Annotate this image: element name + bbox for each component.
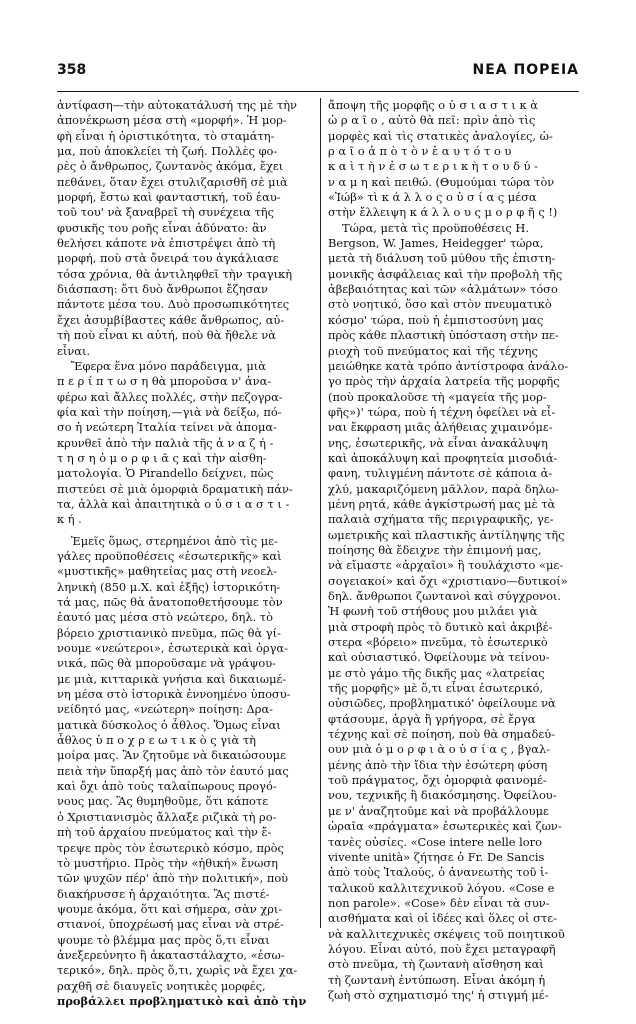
- text-line: μορφή, ἔστω καὶ φανταστική, τοῦ ἑαυ-: [57, 190, 281, 205]
- text-line: πειὰ τὴν ὕπαρξή μας ἀπὸ τὸν ἑαυτό μας: [57, 763, 289, 778]
- text-line: πὴ τοῦ ἀρχαίου πνεύματος καὶ τὴν ἔ-: [57, 825, 272, 840]
- text-line: τὴ ζωντανὴ ἐντύπωση. Εἶναι ἀκόμη ἡ: [328, 972, 546, 987]
- text-line: νους μας. Ἂς θυμηθοῦμε, ὅτι κάποτε: [57, 794, 269, 809]
- text-line: νὰ καλλιτεχνικὲς σκέψεις τοῦ ποιητικοῦ: [328, 926, 565, 941]
- text-line: π ε ρ ί π τ ω σ η θὰ μποροῦσα ν' ἀνα-: [57, 374, 272, 389]
- text-line: Ἐμεῖς ὅμως, στερημένοι ἀπὸ τὶς με-: [71, 533, 278, 548]
- text-line: παλαιὰ σχήματα τῆς περιγραφικῆς, γε-: [328, 512, 554, 527]
- text-line: τερικό», δηλ. πρὸς ὅ,τι, χωρὶς νὰ ἔχει χα-: [57, 963, 298, 978]
- text-line: ἑαυτό μας μέσα στὸ νεώτερο, δηλ. τὸ: [57, 610, 273, 625]
- text-line: ρ α ῖ ο ἀ π ὸ τ ὸ ν ἑ α υ τ ό τ ο υ: [328, 144, 512, 159]
- text-line: λόγου. Εἶναι αὐτό, ποὺ ἔχει μεταγραφῆ: [328, 941, 556, 956]
- text-line: φτάσουμε, ἀργὰ ἢ γρήγορα, σὲ ἔργα: [328, 711, 536, 726]
- text-line: δηλ. ἄνθρωποι ζωντανοὶ καὶ σύγχρονοι.: [328, 589, 562, 603]
- text-line: εἶναι.: [57, 343, 91, 358]
- text-line: νὰ εἴμαστε «ἀρχαῖοι» ἢ τουλάχιστο «με-: [328, 558, 564, 573]
- text-line: με ν' ἀναζητοῦμε καὶ νὰ προβάλλουμε: [328, 803, 549, 818]
- text-line: διακήρυσσε ἡ ἀρχαιότητα. Ἂς πιστέ-: [57, 886, 270, 901]
- text-line: ν α μ η καὶ πειθώ. (Θυμούμαι τώρα τὸν: [328, 174, 555, 189]
- text-line: ψουμε ἀκόμα, ὅτι καὶ σήμερα, σὰν χρι-: [57, 901, 283, 916]
- text-line: στὸ πνεῦμα, τὴ ζωντανὴ αἴσθηση καὶ: [328, 957, 544, 972]
- text-line: ὡραῖα «πράγματα» ἐσωτερικὲς καὶ ζων-: [328, 819, 562, 834]
- text-line: φία καὶ τὴν ποίηση,—γιὰ νὰ δείξω, πό-: [57, 404, 282, 419]
- text-line: ληνικὴ (850 μ.Χ. καὶ ἑξῆς) ἱστορικότη-: [57, 579, 281, 594]
- text-line: καὶ οὐσιαστικό. Ὀφείλουμε νὰ τείνου-: [328, 650, 550, 665]
- text-line: ἄποψη τῆς μορφῆς ο ὐ σ ι α σ τ ι κ ὰ: [328, 98, 538, 112]
- text-line: νου, τεχνικῆς ἢ διακόσμησης. Ὀφείλου-: [328, 788, 557, 803]
- text-line: μονικῆς ἀσφάλειας καὶ τὴν προβολὴ τῆς: [328, 266, 563, 281]
- text-line: πρὸς κάθε πλαστικὴ ὑπόσταση στὴν πε-: [328, 328, 559, 343]
- text-line: νικά, πῶς θὰ μποροῦσαμε νὰ γράψου-: [57, 656, 277, 671]
- text-line: ἀνεξερεύνητο ἢ ἀκαταστάλαχτο, «ἐσω-: [57, 947, 285, 962]
- text-line: τοῦ πράγματος, ὄχι ὁμορφιὰ φαινομέ-: [328, 773, 547, 788]
- text-line: ἀντίφαση—τὴν αὐτοκατάλυσή της μὲ τὴν: [57, 98, 297, 112]
- text-line: τὴ ποὺ εἶναι κι αὐτή, ποὺ θὰ ἤθελε νὰ: [57, 328, 276, 343]
- text-line: στερα «βόρειο» πνεῦμα, τὸ ἐσωτερικὸ: [328, 635, 548, 650]
- page-header: [57, 62, 579, 82]
- text-line: ριοχὴ τοῦ πνεύματος καὶ τῆς τέχνης: [328, 343, 538, 358]
- text-line: φανη, τυλιγμένη πάντοτε σὲ κάποια ἀ-: [328, 466, 553, 481]
- right-column: [328, 98, 586, 1003]
- text-line: μετὰ τὴ διάλυση τοῦ μύθου τῆς ἐπιστη-: [328, 251, 556, 266]
- text-line: μιὰ στροφὴ πρὸς τὸ δυτικὸ καὶ ἀκριβέ-: [328, 619, 553, 634]
- text-line: φέρω καὶ ἄλλες πολλές, στὴν πεζογρα-: [57, 389, 283, 404]
- text-line: «μυστικῆς» μαθητείας μας στὴ νεοελ-: [57, 564, 278, 579]
- text-line: Ἡ φωνὴ τοῦ στήθους μου μιλάει γιὰ: [328, 604, 538, 619]
- text-line: τῆς μορφῆς» μὲ ὅ,τι εἶναι ἐσωτερικό,: [328, 681, 544, 696]
- text-line: νουμε «νεώτεροι», ἐσωτερικὰ καὶ ὀργα-: [57, 641, 288, 656]
- header-rule: [57, 91, 579, 92]
- text-line: αισθήματα καὶ οἱ ἰδέες καὶ ὅλες οἱ στε-: [328, 911, 557, 926]
- text-line: μορφὲς καὶ τὶς στατικὲς ἀναλογίες, ὡ-: [328, 128, 553, 143]
- text-line: στὴν ἔλλειψη κ ά λ λ ο υ ς μ ο ρ φ ῆ ς !): [328, 205, 558, 220]
- text-line: πεθάνει, ὅταν ἔχει στυλιζαρισθῆ σὲ μιὰ: [57, 174, 288, 189]
- text-line: μένης ἀπὸ τὴν ἴδια τὴν ἐσώτερη φύση: [328, 757, 548, 772]
- text-line: στιανοί, ὑποχρέωσή μας εἶναι νὰ στρέ-: [57, 917, 284, 932]
- text-line: οὐσιῶδες, προβληματικό' ὀφείλουμε νὰ: [328, 696, 556, 711]
- text-line: τά μας, πῶς θὰ ἀνατοποθετήσουμε τὸν: [57, 595, 283, 609]
- journal-title: ΝΕΑ ΠΟΡΕΙΑ: [472, 62, 579, 78]
- text-line: με στὸ γάμο τῆς δικῆς μας «λατρείας: [328, 665, 545, 680]
- text-line: (ποὺ προκαλοῦσε τὴ «μαγεία τῆς μορ-: [328, 389, 547, 404]
- text-line: φῆς»)' τώρα, ποὺ ἡ τέχνη ὀφείλει νὰ εἶ-: [328, 404, 556, 419]
- text-line: μα, ποὺ ἀποκλείει τὴ ζωή. Πολλὲς φο-: [57, 144, 278, 159]
- text-line: ραχθῆ σὲ διαυγεῖς νοητικὲς μορφές,: [57, 978, 266, 993]
- text-line: νη μέσα στὸ ἱστορικὰ ἐννοημένο ὑποσυ-: [57, 687, 291, 702]
- text-line: ταλικοῦ καλλιτεχνικοῦ λόγου. «Cose e: [328, 880, 555, 895]
- text-line: ναι ἔκφραση μιᾶς ἀλήθειας χιμαινόμε-: [328, 420, 553, 435]
- text-line: τῶν ψυχῶν πέρ' ἀπὸ τὴν πολιτική», ποὺ: [57, 871, 289, 886]
- text-line: non parole». «Cose» δὲν εἶναι τὰ συν-: [328, 895, 550, 910]
- text-line: ματικὰ δύσκολος ὁ ἆθλος. Ὅμως εἶναι: [57, 717, 281, 732]
- text-line: κόσμο' τώρα, ποὺ ἡ ἐμπιστοσύνη μας: [328, 312, 544, 327]
- text-line: διάσπαση: ὅτι δυὸ ἄνθρωποι ἔζησαν: [57, 282, 268, 297]
- text-line: καὶ ὄχι ἀπὸ τοὺς ταλαίπωρους προγό-: [57, 779, 277, 794]
- text-line: ωμετρικῆς καὶ πλαστικῆς ἀντίληψης τῆς: [328, 527, 565, 542]
- text-line: νείδητό μας, «νεώτερη» ποίηση: Δρα-: [57, 702, 274, 717]
- text-line: μοίρα μας. Ἂν ζητοῦμε νὰ δικαιώσουμε: [57, 748, 286, 763]
- text-line: ποίησης θὰ ἔδειχνε τὴν ἐπιμονή μας,: [328, 542, 542, 557]
- text-line: σο ἡ νεώτερη Ἰταλία τείνει νὰ ἀπομα-: [57, 420, 277, 435]
- text-line: ἀπονέκρωση μέσα στὴ «μορφή». Ἡ μορ-: [57, 113, 287, 128]
- column-divider: [320, 98, 321, 928]
- text-line: Τώρα, μετὰ τὶς προϋποθέσεις Η.: [342, 220, 529, 235]
- text-line: νης, ἐσωτερικῆς, νὰ εἶναι ἀνακάλυψη: [328, 435, 548, 450]
- text-line: «Ἰώβ» τὶ κ ά λ λ ο ς ο ὐ σ ί α ς μέσα: [328, 190, 537, 205]
- text-line: τ η σ η ὁ μ ο ρ φ ι ᾶ ς καὶ τὴν αἰσθη-: [57, 450, 267, 465]
- text-line: κ ή .: [57, 512, 82, 527]
- text-line: φὴ εἶναι ἡ ὁριστικότητα, τὸ σταμάτη-: [57, 128, 275, 143]
- text-line: γάλες προϋποθέσεις «ἐσωτερικῆς» καὶ: [57, 548, 282, 563]
- text-line: ψουμε τὸ βλέμμα μας πρὸς ὅ,τι εἶναι: [57, 932, 270, 947]
- text-line: Bergson, W. James, Heidegger' τώρα,: [328, 236, 544, 251]
- text-line: ἀβεβαιότητας καὶ τῶν «ἁλμάτων» τόσο: [328, 282, 558, 297]
- text-line: γο πρὸς τὴν ἀρχαία λατρεία τῆς μορφῆς: [328, 374, 560, 389]
- text-line: με μιὰ, κιτταρικὰ γνήσια καὶ δικαιωμέ-: [57, 671, 287, 686]
- text-line: μένη ρητά, κάθε ἀγκίστρωσή μας μὲ τὰ: [328, 496, 556, 511]
- text-line: τέχνης καὶ σὲ ποίηση, ποὺ θὰ σημαδεύ-: [328, 727, 556, 742]
- text-line: ουν μιὰ ὁ μ ο ρ φ ι ὰ ο ὐ σ ί α ς , βγαλ-: [328, 742, 551, 757]
- text-line: πάντοτε μέσα του. Δυὸ προσωπικότητες: [57, 297, 290, 312]
- text-line: σογειακοί» καὶ ὄχι «χριστιανο—δυτικοί»: [328, 573, 568, 588]
- page-number: 358: [57, 62, 87, 78]
- text-line: ὁ Χριστιανισμὸς ἄλλαξε ριζικὰ τὴ ρο-: [57, 809, 277, 824]
- text-line: vivente unità» ζήτησε ὁ Fr. De Sancis: [328, 849, 545, 864]
- text-line: τα, ἀλλὰ καὶ ἀπαιτητικὰ ο ὐ σ ι α σ τ ι -: [57, 496, 290, 511]
- text-line: ἔχει ἀσυμβίβαστες κάθε ἄνθρωπος, αὐ-: [57, 312, 285, 327]
- text-line: στὸ νοητικό, ὅσο καὶ στὸν πνευματικὸ: [328, 297, 552, 312]
- text-line: μειώθηκε κατὰ τρόπο ἀντίστροφα ἀνάλο-: [328, 358, 569, 373]
- text-line: θελήσει κάποτε νὰ ἐπιστρέψει ἀπὸ τὴ: [57, 236, 276, 251]
- text-line: τόσα χρόνια, θὰ ἀντιληφθεῖ τὴν τραγικὴ: [57, 266, 293, 281]
- text-line: ματολογία. Ὁ Pirandello δείχνει, πὼς: [57, 466, 274, 481]
- text-line: τὸ μυστήριο. Πρὸς τὴν «ἠθική» ἔνωση: [57, 855, 279, 870]
- text-line: χλύ, μακαριζόμενη μᾶλλον, παρὰ δηλω-: [328, 481, 559, 496]
- text-line: τοῦ του' νὰ ξαναβρεῖ τὴ συνέχεια τῆς: [57, 205, 274, 220]
- text-line: κ α ὶ τ ὴ ν ἐ σ ω τ ε ρ ι κ ὴ τ ο υ δ ύ -: [328, 159, 538, 174]
- text-line: μορφή, ποὺ στὰ ὄνειρά του ἀγκάλιασε: [57, 251, 279, 266]
- text-line: βόρειο χριστιανικὸ πνεῦμα, πῶς θὰ γί-: [57, 625, 281, 640]
- text-line: καὶ ἀποκάλυψη καὶ προφητεία μισοδιά-: [328, 450, 558, 465]
- text-line: κρυνθεῖ ἀπὸ τὴν παλιὰ τῆς ἀ ν α ζ ή -: [57, 435, 274, 450]
- left-column: [57, 98, 315, 1009]
- text-line: ἆθλος ὑ π ο χ ρ ε ω τ ι κ ὸ ς γιὰ τὴ: [57, 733, 256, 748]
- text-line: πιστεύει σὲ μιὰ ὁμορφιὰ δραματικὴ πάν-: [57, 481, 293, 496]
- text-line: ρὲς ὁ ἄνθρωπος, ζωντανὸς ἀκόμα, ἔχει: [57, 159, 284, 174]
- text-line: τρεψε πρὸς τὸν ἐσωτερικὸ κόσμο, πρὸς: [57, 840, 284, 855]
- text-line: ζωὴ στὸ σχηματισμό της' ἡ στιγμή μέ-: [328, 987, 549, 1002]
- text-line: προβάλλει προβληματικὸ καὶ ἀπὸ τὴν: [57, 993, 307, 1008]
- text-line: Ἔφερα ἕνα μόνο παράδειγμα, μιὰ: [71, 358, 266, 373]
- text-line: τανὲς οὐσίες. «Cose intere nelle loro: [328, 834, 542, 849]
- text-line: φυσικῆς του ροῆς εἶναι ἀδύνατο: ἂν: [57, 220, 267, 235]
- text-line: ὡ ρ α ῖ ο , αὐτὸ θὰ πεῖ: πρὶν ἀπὸ τὶς: [328, 113, 536, 128]
- text-line: ἀπὸ τοὺς Ἰταλούς, ὁ ἀνανεωτὴς τοῦ ἰ-: [328, 865, 549, 880]
